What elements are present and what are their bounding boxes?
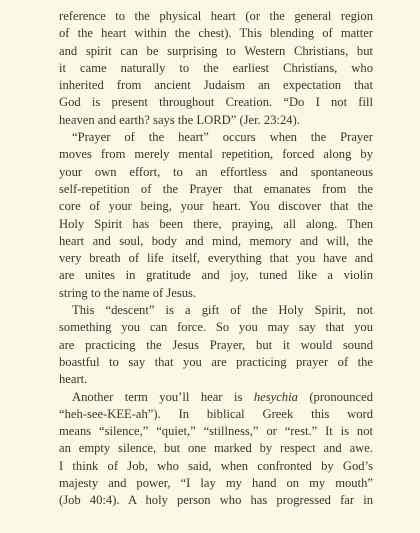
text-line: “Prayer of the heart” occurs when the Prayer [72,130,373,145]
text-line: heart. [59,372,88,387]
text-line: self-repetition of the Prayer that emanates from the [59,181,373,196]
text-line: of the heart within the chest). This blending of matter [59,26,373,41]
text-line: Holy Spirit has been there, praying, all along. Then [59,216,373,231]
text-line: God is present throughout Creation. “Do I not fill [59,95,373,110]
text-line: something you can force. So you may say that you [59,320,373,335]
text-line: and spirit can be surprising to Western Christians, but [59,43,373,58]
text-line: (Job 40:4). A holy person who has progressed far in [59,493,373,508]
italic-term: hesychia [253,389,298,404]
text-line: heart and soul, body and mind, memory and will, the [59,233,373,248]
text-line: I think of Job, who said, when confronted by God’s [59,458,373,473]
text-line: moves from merely mental repetition, forced along by [59,147,373,162]
text-line: “heh-see-KEE-ah”). In biblical Greek this word [59,406,373,421]
text-line: heaven and earth? says the LORD” (Jer. 23:24). [59,112,300,127]
text-line: are unites in gratitude and joy, tuned like a violin [59,268,373,283]
text-line: reference to the physical heart (or the general region [59,9,373,23]
text-line: are practicing the Jesus Prayer, but it would sound [59,337,373,352]
text-line: majesty and power, “I lay my hand on my mouth” [59,476,373,491]
text-line: This “descent” is a gift of the Holy Spirit, not [72,303,373,318]
text-line: core of your being, your heart. You discover that the [59,199,373,214]
text-line: your own effort, to an effortless and spontaneous [59,164,373,179]
text-line: it came naturally to the earliest Christians, who [59,60,373,75]
text-line: string to the name of Jesus. [59,285,197,300]
text-line: an empty silence, but one marked by respect and awe. [59,441,373,456]
text-line: means “silence,” “quiet,” “stillness,” or “rest.” It is not [59,424,373,439]
text-line: very breath of life itself, everything that you have and [59,251,373,266]
text-line: inherited from ancient Judaism an expectation that [59,78,373,93]
text-line: Another term you’ll hear is hesychia (pronounced [72,389,373,404]
text-line: boastful to say that you are practicing prayer of the [59,354,373,369]
